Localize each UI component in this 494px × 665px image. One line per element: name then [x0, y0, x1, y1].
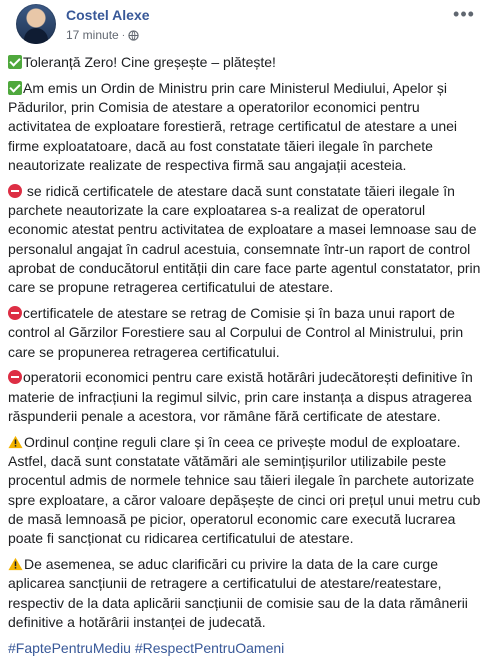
paragraph-text: Ordinul conține reguli clare și în ceea ce privește modul de exploatare. Astfel, dacă sunt constatate vătămări ale semințișurilor utilizabile peste procentul admis de normele tehnice sau tăieri ilegale în parchete autorizate spre exploatare, a căror valoare depășește de cinci ori prețul unui metru cub de masă lemnoasă pe picior, operatorul economic care execută lucrarea poate fi sancționat cu ridicarea certificatului de atestare.	[8, 433, 481, 547]
hashtag-row	[8, 639, 486, 658]
more-options-icon[interactable]: •••	[453, 4, 475, 24]
hashtag-link[interactable]: #FaptePentruMediu	[8, 639, 131, 656]
post-body	[8, 53, 486, 665]
check-mark-icon	[8, 55, 22, 69]
author-avatar[interactable]	[16, 4, 56, 44]
post-meta	[66, 28, 139, 42]
no-entry-icon	[8, 370, 22, 384]
paragraph-text: Toleranță Zero! Cine greșește – plătește!	[23, 54, 276, 70]
post-paragraph	[8, 53, 486, 72]
post-paragraph	[8, 368, 486, 426]
globe-icon[interactable]	[128, 30, 139, 41]
post-paragraph	[8, 555, 486, 632]
no-entry-icon	[8, 184, 22, 198]
paragraph-text: certificatele de atestare se retrag de Comisie și în baza unui raport de control al Gărzilor Forestiere sau al Corpului de Control al Ministrului, prin care se propunerea retragerea certificatului.	[8, 305, 464, 360]
paragraph-text: Am emis un Ordin de Ministru prin care Ministerul Mediului, Apelor și Pădurilor, prin Comisia de atestare a operatorilor economici pentru activitatea de exploatare forestieră, retrage certificatul de atestare a unei firme exploatatoare, dacă au fost constatate tăieri ilegale în parchete neautorizate realizate de respectiva firmă sau angajații acesteia.	[8, 79, 458, 173]
check-mark-icon	[8, 81, 22, 95]
paragraph-text: De asemenea, se aduc clarificări cu privire la data de la care curge aplicarea sancțiunii de retragere a certificatului de atestare/reatestare, respectiv de la data aplicării sancțiunii de comisie sau de la data rămânerii definitive a hotărârii instanței de judecată.	[8, 556, 468, 631]
post-paragraph	[8, 182, 486, 298]
paragraph-text: operatorii economici pentru care există hotărâri judecătorești definitive în materie de infracțiuni la regimul silvic, prin care instanța a dispus atragerea răspunderii penale a acestora, vor rămâne fără certificate de atestare.	[8, 369, 473, 425]
meta-separator: ·	[121, 29, 126, 41]
post-paragraph	[8, 433, 486, 549]
post-paragraph	[8, 304, 486, 362]
no-entry-icon	[8, 306, 22, 320]
post-header	[8, 0, 486, 50]
paragraph-text: se ridică certificatele de atestare dacă sunt constatate tăieri ilegale în parchete neautorizate la care exploatarea s-a realizat de operatorul economic atestat pentru activitatea de exploatare a masei lemnoase sau de personalul angajat în cadrul acestuia, consemnate într-un raport de control aprobat de conducătorul entității din care face parte agentul constatator, prin care se propune retragerea certificatului de atestare.	[8, 182, 481, 296]
hashtag-link[interactable]: #RespectPentruOameni	[134, 639, 285, 656]
post-timestamp[interactable]: 17 minute	[66, 28, 119, 42]
warning-icon	[8, 435, 23, 449]
warning-icon	[8, 557, 23, 571]
author-name[interactable]: Costel Alexe	[66, 7, 150, 23]
post-paragraph	[8, 79, 486, 175]
